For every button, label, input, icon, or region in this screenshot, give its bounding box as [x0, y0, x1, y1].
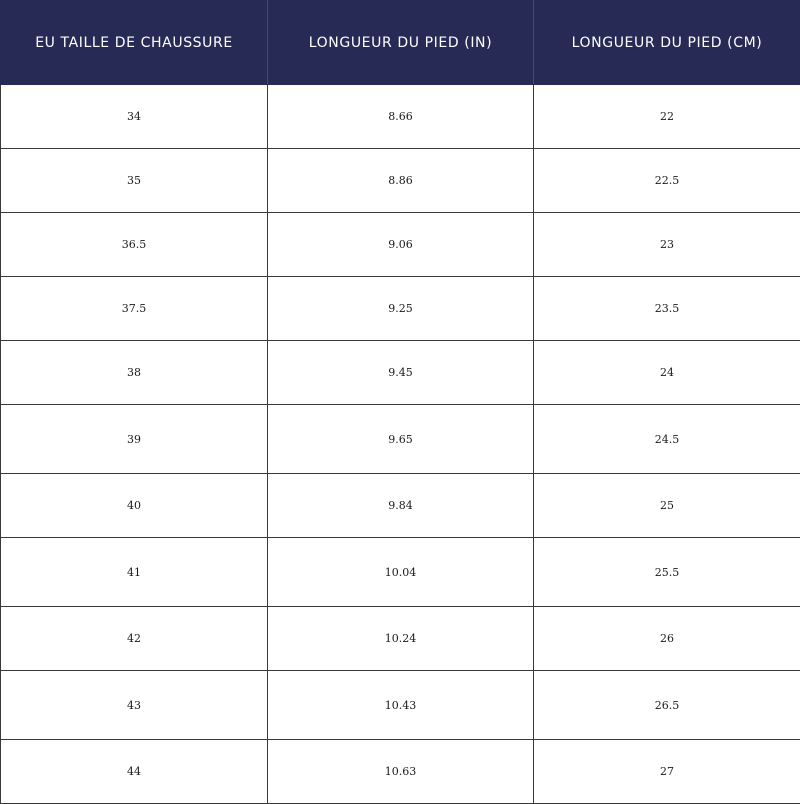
table-row: [1, 341, 800, 405]
cell-foot-length-in: 9.25: [268, 277, 534, 341]
cell-foot-length-cm: 24: [534, 341, 800, 405]
cell-foot-length-in: 10.63: [268, 740, 534, 804]
cell-foot-length-in: 9.45: [268, 341, 534, 405]
table-row: [1, 213, 800, 277]
cell-foot-length-in: 8.86: [268, 149, 534, 213]
table-row: [1, 740, 800, 804]
cell-eu-size: 40: [1, 474, 268, 538]
cell-foot-length-cm: 27: [534, 740, 800, 804]
header-row: [1, 1, 800, 85]
table-row: [1, 474, 800, 538]
cell-eu-size: 43: [1, 671, 268, 740]
table-row: [1, 149, 800, 213]
table-header: [1, 1, 800, 85]
cell-foot-length-cm: 26: [534, 607, 800, 671]
cell-foot-length-cm: 26.5: [534, 671, 800, 740]
header-foot-length-cm: LONGUEUR DU PIED (CM): [534, 1, 800, 85]
header-foot-length-in: LONGUEUR DU PIED (IN): [268, 1, 534, 85]
cell-foot-length-in: 9.06: [268, 213, 534, 277]
table-row: [1, 277, 800, 341]
cell-eu-size: 41: [1, 538, 268, 607]
cell-foot-length-cm: 22.5: [534, 149, 800, 213]
cell-foot-length-in: 10.43: [268, 671, 534, 740]
cell-foot-length-cm: 23.5: [534, 277, 800, 341]
cell-eu-size: 39: [1, 405, 268, 474]
cell-foot-length-cm: 23: [534, 213, 800, 277]
table-row: [1, 538, 800, 607]
cell-eu-size: 35: [1, 149, 268, 213]
table-row: [1, 607, 800, 671]
cell-foot-length-in: 8.66: [268, 85, 534, 149]
cell-foot-length-cm: 25.5: [534, 538, 800, 607]
header-eu-size: EU TAILLE DE CHAUSSURE: [1, 1, 268, 85]
cell-foot-length-in: 10.24: [268, 607, 534, 671]
cell-foot-length-in: 9.65: [268, 405, 534, 474]
cell-eu-size: 36.5: [1, 213, 268, 277]
cell-foot-length-cm: 24.5: [534, 405, 800, 474]
cell-foot-length-in: 9.84: [268, 474, 534, 538]
table-row: [1, 405, 800, 474]
cell-foot-length-cm: 22: [534, 85, 800, 149]
cell-eu-size: 34: [1, 85, 268, 149]
cell-foot-length-in: 10.04: [268, 538, 534, 607]
cell-eu-size: 42: [1, 607, 268, 671]
cell-eu-size: 44: [1, 740, 268, 804]
table-body: [1, 85, 800, 804]
cell-eu-size: 38: [1, 341, 268, 405]
cell-foot-length-cm: 25: [534, 474, 800, 538]
cell-eu-size: 37.5: [1, 277, 268, 341]
table-row: [1, 671, 800, 740]
table-row: [1, 85, 800, 149]
